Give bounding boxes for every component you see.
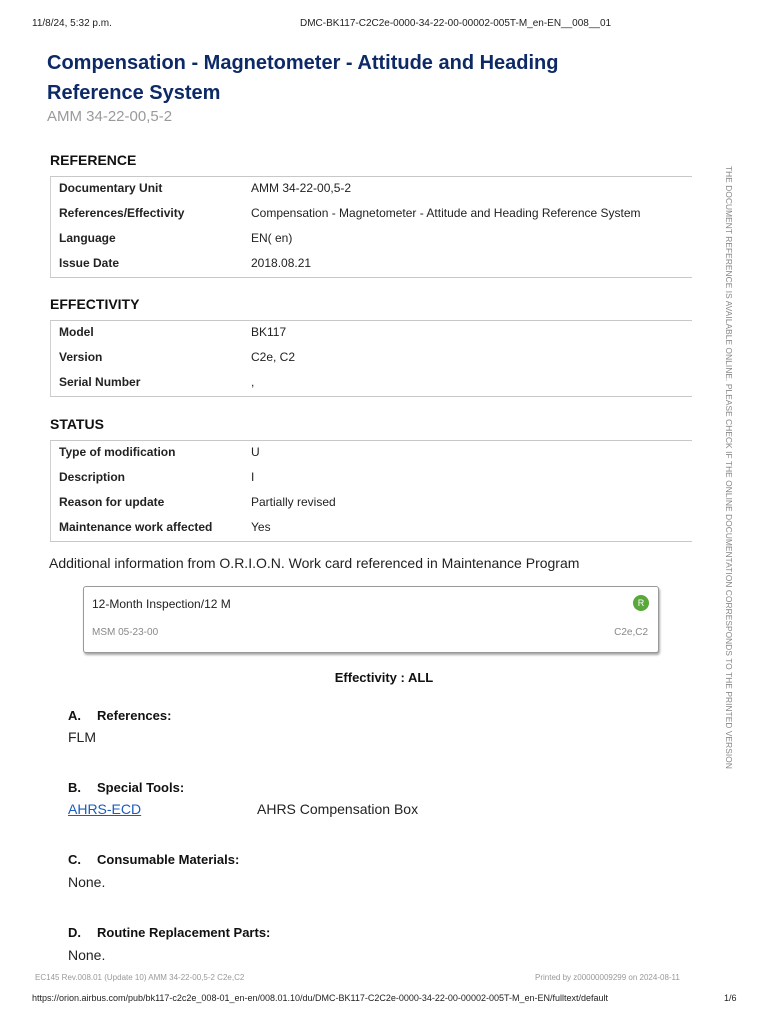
tool-link-ahrs-ecd[interactable]: AHRS-ECD <box>68 801 142 817</box>
footer-revision: EC145 Rev.008.01 (Update 10) AMM 34-22-00,5-2 C2e,C2 <box>35 973 245 982</box>
row-key: Model <box>59 325 94 339</box>
row-value: U <box>251 445 260 459</box>
row-value: 2018.08.21 <box>251 256 312 270</box>
page-subtitle: AMM 34-22-00,5-2 <box>47 108 173 125</box>
table-row <box>50 491 692 516</box>
work-card-code: MSM 05-23-00 <box>92 627 159 638</box>
work-card[interactable] <box>83 586 659 653</box>
section-title: Special Tools: <box>97 780 185 795</box>
row-key: Reason for update <box>59 495 165 509</box>
section-c-text: None. <box>68 874 106 890</box>
row-key: Version <box>59 350 103 364</box>
section-d-heading <box>68 925 270 940</box>
row-key: Issue Date <box>59 256 120 270</box>
section-b-heading <box>68 780 184 795</box>
row-value: BK117 <box>251 325 287 339</box>
row-value: Partially revised <box>251 495 336 509</box>
row-value: I <box>251 470 255 484</box>
table-row <box>50 321 692 346</box>
section-title: Consumable Materials: <box>97 852 240 867</box>
row-value: Yes <box>251 520 271 534</box>
online-version-note: THE DOCUMENT REFERENCE IS AVAILABLE ONLINE. PLEASE CHECK IF THE ONLINE DOCUMENTATION CORRESPONDS TO THE PRINTED VERSION <box>724 166 734 769</box>
section-d-text: None. <box>68 947 106 963</box>
row-value: EN( en) <box>251 231 293 245</box>
row-key: Serial Number <box>59 375 141 389</box>
table-row <box>50 466 692 491</box>
reference-table <box>50 176 692 278</box>
reference-heading: REFERENCE <box>50 152 137 168</box>
effectivity-all: Effectivity : ALL <box>334 670 434 685</box>
section-letter: A. <box>68 708 81 723</box>
table-row <box>50 252 692 277</box>
row-value: C2e, C2 <box>251 350 296 364</box>
effectivity-heading: EFFECTIVITY <box>50 296 140 312</box>
table-row <box>50 346 692 371</box>
table-row <box>50 441 692 466</box>
row-value: Compensation - Magnetometer - Attitude and Heading Reference System <box>251 206 641 220</box>
row-key: Documentary Unit <box>59 181 163 195</box>
page-number: 1/6 <box>724 993 737 1003</box>
section-a-text: FLM <box>68 729 96 745</box>
row-value: , <box>251 375 255 389</box>
revision-badge-icon: R <box>633 595 649 611</box>
section-letter: D. <box>68 925 81 940</box>
document-code: DMC-BK117-C2C2e-0000-34-22-00-00002-005T-M_en-EN__008__01 <box>300 18 612 29</box>
section-a-heading <box>68 708 171 723</box>
table-row <box>50 202 692 227</box>
section-c-heading <box>68 852 239 867</box>
tool-description: AHRS Compensation Box <box>257 801 419 817</box>
work-card-title: 12-Month Inspection/12 M <box>92 597 231 611</box>
status-heading: STATUS <box>50 416 104 432</box>
section-title: References: <box>97 708 172 723</box>
row-key: References/Effectivity <box>59 206 185 220</box>
effectivity-table <box>50 320 692 397</box>
additional-info-text: Additional information from O.R.I.O.N. Work card referenced in Maintenance Program <box>49 555 580 571</box>
table-row <box>50 177 692 202</box>
row-key: Maintenance work affected <box>59 520 213 534</box>
page-title: Compensation - Magnetometer - Attitude and Heading Reference System <box>47 52 559 104</box>
section-title: Routine Replacement Parts: <box>97 925 271 940</box>
section-letter: B. <box>68 780 81 795</box>
row-value: AMM 34-22-00,5-2 <box>251 181 352 195</box>
work-card-effectivity: C2e,C2 <box>614 627 648 638</box>
print-datetime: 11/8/24, 5:32 p.m. <box>32 18 112 29</box>
table-row <box>50 227 692 252</box>
page-url: https://orion.airbus.com/pub/bk117-c2c2e_008-01_en-en/008.01.10/du/DMC-BK117-C2C2e-0000-34-22-00-00002-005T-M_en-EN/fulltext/default <box>32 993 609 1003</box>
status-table <box>50 440 692 542</box>
footer-printed-by: Printed by z00000009299 on 2024-08-11 <box>535 973 680 982</box>
row-key: Type of modification <box>59 445 176 459</box>
table-row <box>50 371 692 396</box>
row-key: Language <box>59 231 116 245</box>
row-key: Description <box>59 470 126 484</box>
table-row <box>50 516 692 541</box>
section-letter: C. <box>68 852 81 867</box>
